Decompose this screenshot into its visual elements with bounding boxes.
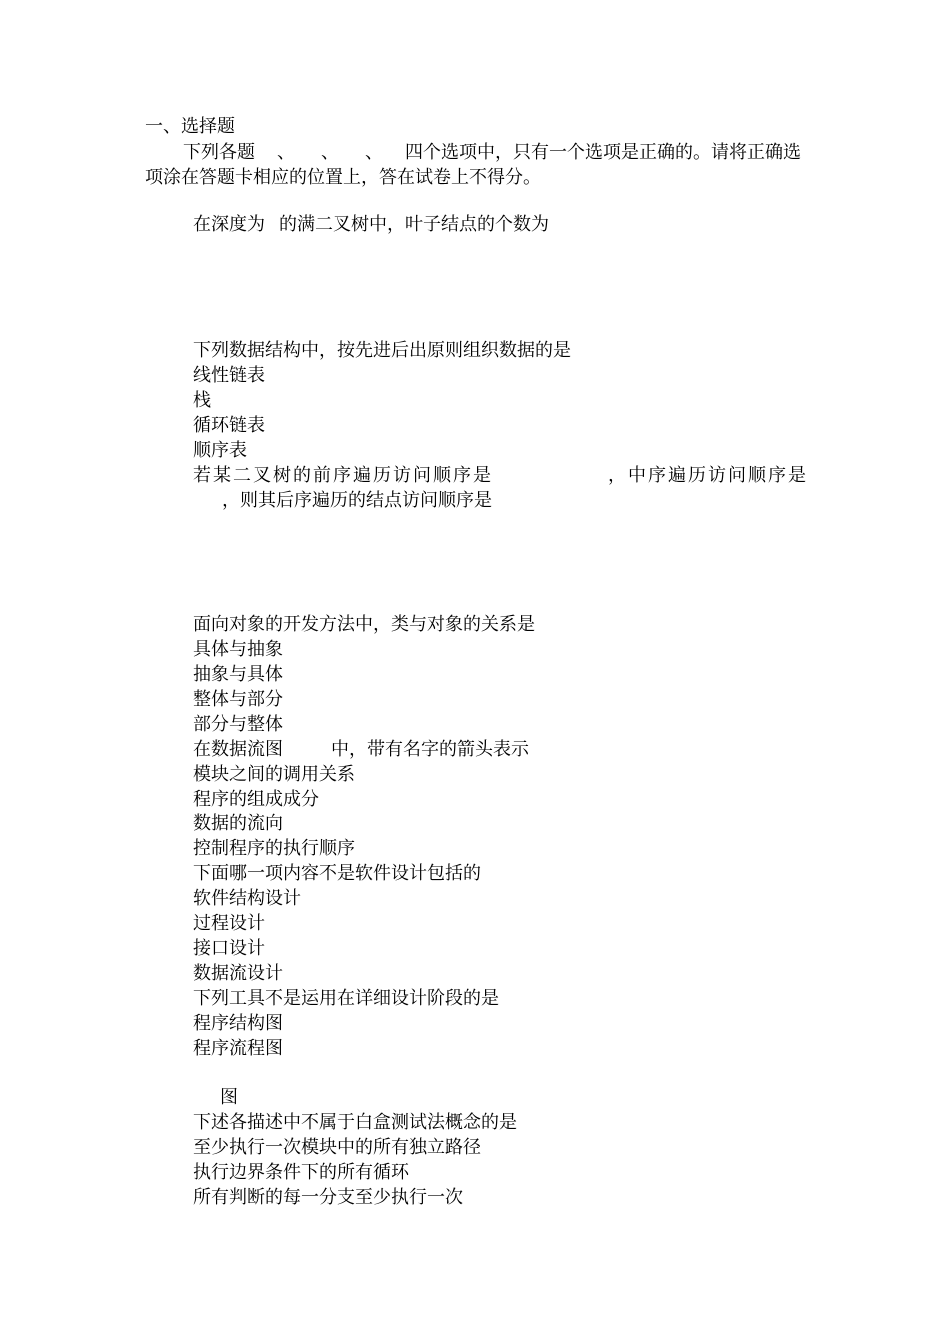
separator: 、	[365, 142, 383, 163]
option-item: 程序结构图	[193, 1013, 283, 1034]
option-item: 顺序表	[193, 440, 247, 461]
option-item: 部分与整体	[193, 714, 283, 735]
option-item: 抽象与具体	[193, 664, 283, 685]
instructions-line1	[183, 141, 801, 165]
option-item: 软件结构设计	[193, 888, 301, 909]
option-item: 模块之间的调用关系	[193, 764, 355, 785]
question-stem: 面向对象的开发方法中，类与对象的关系是	[193, 614, 535, 635]
question-stem: 下列工具不是运用在详细设计阶段的是	[193, 988, 499, 1009]
instructions-part-a: 下列各题	[183, 142, 255, 163]
option-item: 栈	[193, 390, 211, 411]
question-stem: 下列数据结构中，按先进后出原则组织数据的是	[193, 340, 571, 361]
question-stem: 在数据流图 中，带有名字的箭头表示	[193, 739, 529, 760]
option-item: 数据流设计	[193, 963, 283, 984]
option-item: 程序的组成成分	[193, 789, 319, 810]
question-stem: 在深度为 的满二叉树中，叶子结点的个数为	[193, 214, 549, 235]
option-item: 至少执行一次模块中的所有独立路径	[193, 1137, 481, 1158]
separator: 、	[277, 142, 295, 163]
option-item: 执行边界条件下的所有循环	[193, 1162, 409, 1183]
option-item: 具体与抽象	[193, 639, 283, 660]
question-stem: 下述各描述中不属于白盒测试法概念的是	[193, 1112, 517, 1133]
option-item: 循环链表	[193, 415, 265, 436]
option-item: 整体与部分	[193, 689, 283, 710]
instructions-line2: 项涂在答题卡相应的位置上，答在试卷上不得分。	[145, 167, 541, 188]
option-item: 程序流程图	[193, 1038, 283, 1059]
question-stem: 下面哪一项内容不是软件设计包括的	[193, 863, 481, 884]
separator: 、	[321, 142, 339, 163]
option-item: 图	[220, 1087, 238, 1108]
option-item: 控制程序的执行顺序	[193, 838, 355, 859]
question-stem-line2: ，则其后序遍历的结点访问顺序是	[222, 490, 492, 511]
option-item: 数据的流向	[193, 813, 283, 834]
option-item: 线性链表	[193, 365, 265, 386]
option-item: 过程设计	[193, 913, 265, 934]
section-title: 一、选择题	[145, 116, 235, 137]
option-item: 所有判断的每一分支至少执行一次	[193, 1187, 463, 1208]
question-stem-line1: 若某二叉树的前序遍历访问顺序是 ，中序遍历访问顺序是	[193, 465, 808, 486]
instructions-part-b: 四个选项中，只有一个选项是正确的。请将正确选	[405, 142, 801, 163]
option-item: 接口设计	[193, 938, 265, 959]
